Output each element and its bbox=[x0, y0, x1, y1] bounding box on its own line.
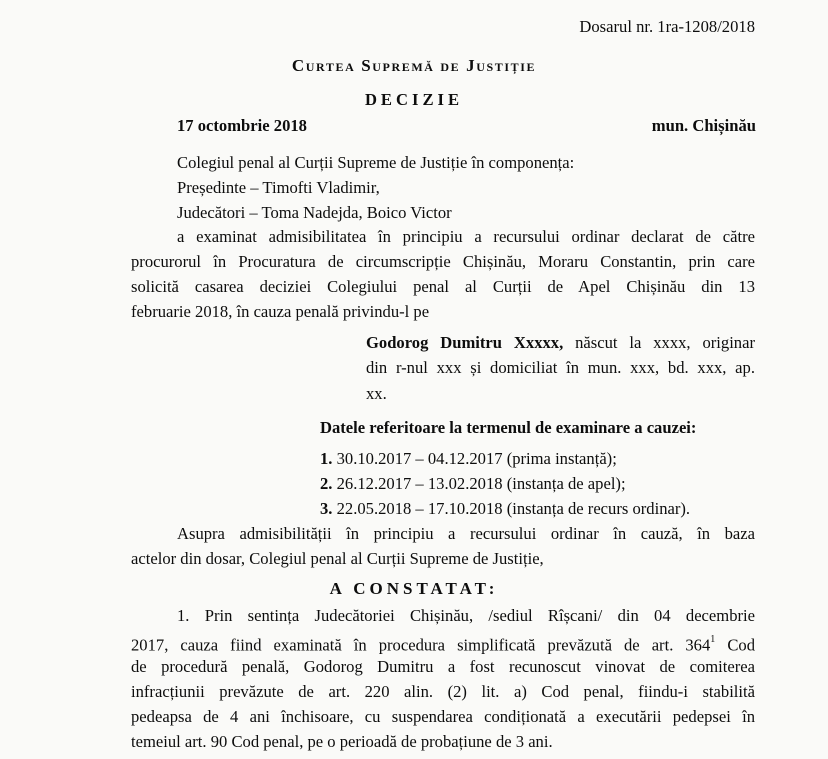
term-number: 1. bbox=[320, 449, 333, 468]
para1-text: Cod bbox=[727, 635, 755, 655]
defendant-line-3: xx. bbox=[366, 384, 387, 403]
president-line: Președinte – Timofti Vladimir, bbox=[177, 178, 380, 197]
term-item bbox=[320, 498, 690, 520]
term-text: 22.05.2018 – 17.10.2018 (instanța de recurs ordinar). bbox=[336, 499, 691, 518]
finding-heading: A CONSTATAT: bbox=[329, 579, 499, 598]
intro-line-4: februarie 2018, în cauza penală privindu-l pe bbox=[131, 302, 430, 321]
document-title: DECIZIE bbox=[364, 90, 464, 109]
para-number: 1. bbox=[177, 606, 190, 625]
term-number: 3. bbox=[320, 499, 333, 518]
para1-line-6: temeiul art. 90 Cod penal, pe o perioadă de probațiune de 3 ani. bbox=[131, 732, 553, 751]
intro-line-3: solicită casarea deciziei Colegiului penal al Curții de Apel Chișinău din 13 bbox=[131, 277, 755, 296]
decision-date: 17 octombrie 2018 bbox=[177, 116, 307, 135]
term-text: 30.10.2017 – 04.12.2017 (prima instanță); bbox=[336, 449, 617, 468]
intro-line-1: a examinat admisibilitatea în principiu a recursului ordinar declarat de către bbox=[177, 227, 755, 246]
para1-line-4: infracțiunii prevăzute de art. 220 alin. (2) lit. a) Cod penal, fiindu-i stabilită bbox=[131, 682, 755, 701]
judges-line: Judecători – Toma Nadejda, Boico Victor bbox=[177, 203, 452, 222]
term-item bbox=[320, 473, 626, 495]
term-text: 26.12.2017 – 13.02.2018 (instanța de apel); bbox=[336, 474, 626, 493]
para1-text: Prin sentința Judecătoriei Chișinău, /sediul Rîșcani/ din 04 decembrie bbox=[204, 606, 755, 625]
term-number: 2. bbox=[320, 474, 333, 493]
para1-text: 2017, cauza fiind examinată în procedura simplificată prevăzută de art. 364 bbox=[131, 635, 711, 655]
admissibility-line-1: Asupra admisibilității în principiu a recursului ordinar în cauză, în baza bbox=[177, 524, 755, 543]
intro-line-2: procurorul în Procuratura de circumscripție Chișinău, Moraru Constantin, prin care bbox=[131, 252, 755, 271]
defendant-line-1 bbox=[366, 332, 755, 354]
defendant-birth: născut la xxxx, originar bbox=[575, 333, 755, 352]
para1-line-5: pedeapsa de 4 ani închisoare, cu suspendarea condiționată a executării pedepsei în bbox=[131, 707, 755, 726]
admissibility-line-2: actelor din dosar, Colegiul penal al Curții Supreme de Justiție, bbox=[131, 549, 544, 568]
terms-heading: Datele referitoare la termenul de examinare a cauzei: bbox=[320, 418, 697, 437]
case-number: Dosarul nr. 1ra-1208/2018 bbox=[579, 17, 755, 36]
para1-line-1 bbox=[177, 605, 755, 627]
term-item bbox=[320, 448, 617, 470]
superscript: 1 bbox=[710, 634, 716, 645]
defendant-name: Godorog Dumitru Xxxxx, bbox=[366, 333, 564, 352]
para1-line-3: de procedură penală, Godorog Dumitru a fost recunoscut vinovat de comiterea bbox=[131, 657, 755, 676]
defendant-line-2: din r-nul xxx și domiciliat în mun. xxx, bd. xxx, ap. bbox=[366, 358, 755, 377]
composition-line: Colegiul penal al Curții Supreme de Justiție în componența: bbox=[177, 153, 575, 172]
court-name: Curtea Supremă de Justiție bbox=[291, 56, 537, 75]
decision-place: mun. Chișinău bbox=[651, 116, 756, 135]
para1-line-2 bbox=[131, 631, 755, 657]
